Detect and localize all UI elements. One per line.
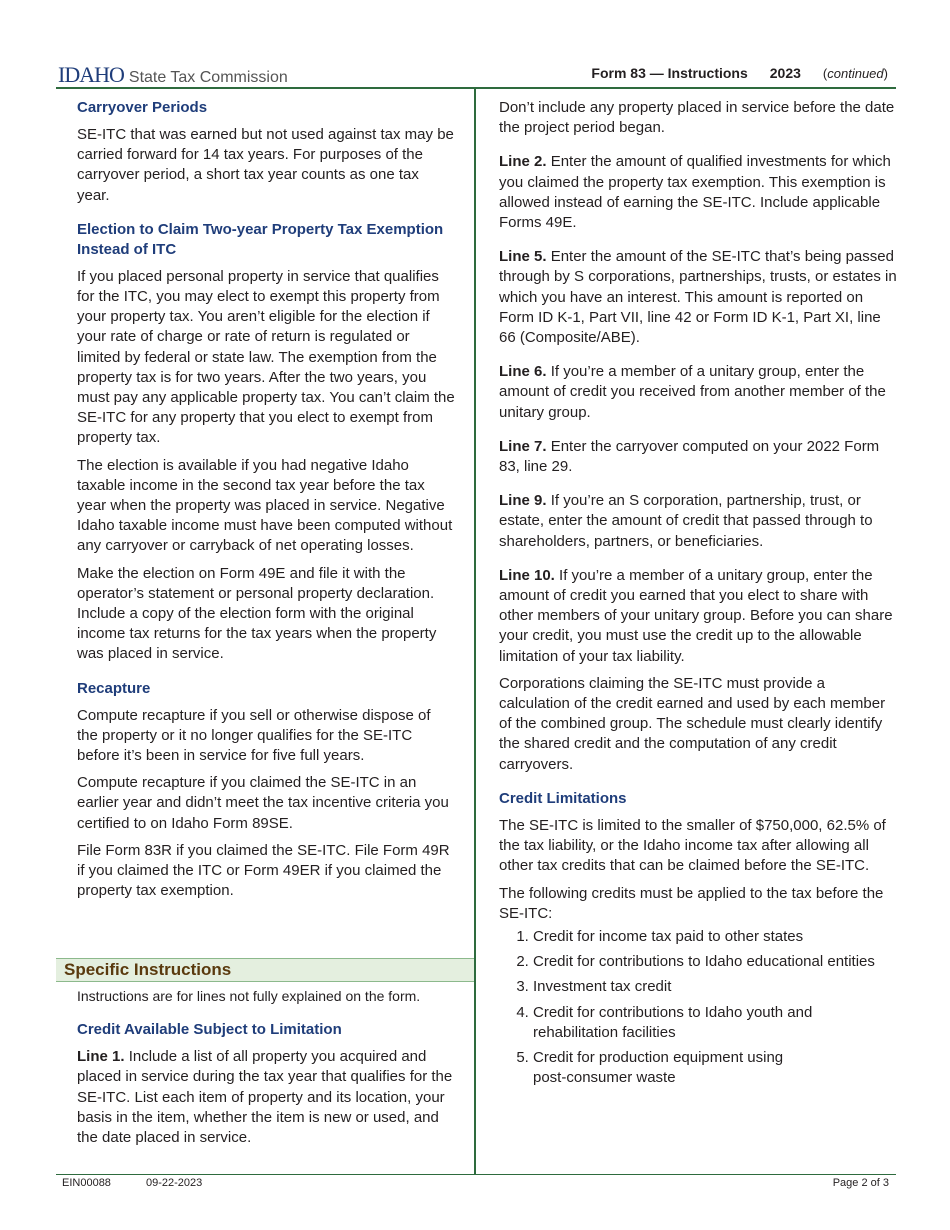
continued-label: (continued) xyxy=(822,66,888,81)
line-6-paragraph xyxy=(499,362,899,423)
form-name: Form 83 — Instructions xyxy=(591,65,748,81)
column-divider xyxy=(474,89,476,1174)
page-number: Page 2 of 3 xyxy=(832,1177,889,1189)
line-5-paragraph xyxy=(499,247,899,348)
election-heading: Election to Claim Two-year Property Tax Exemption Instead of ITC xyxy=(77,220,444,258)
left-column xyxy=(77,98,455,909)
list-item: 4. Credit for contributions to Idaho youth and rehabilitation facilities xyxy=(533,1003,899,1043)
list-item: 3. Investment tax credit xyxy=(533,977,899,997)
line-6-text: If you’re a member of a unitary group, enter the amount of credit you received from another member of the unitary group. xyxy=(499,363,886,421)
line-7-text: Enter the carryover computed on your 2022 Form 83, line 29. xyxy=(499,437,880,476)
recapture-paragraph-3: File Form 83R if you claimed the SE-ITC. File Form 49R if you claimed the ITC or Form 49ER if you claimed the property tax exemption. xyxy=(77,841,450,900)
line-1-paragraph xyxy=(77,1047,455,1148)
line-7-label: Line 7. xyxy=(499,437,547,455)
election-paragraph-3: Make the election on Form 49E and file it with the operator’s statement or personal property declaration. Include a copy of the election form with the original income tax returns for the tax years when the property was placed in service. xyxy=(77,564,437,663)
line-1-text: Include a list of all property you acquired and placed in service during the tax year that qualifies for the SE-ITC. List each item of property and its location, your basis in the item, whether the item is new or used, and the date placed in service. xyxy=(77,1048,453,1147)
logo-mark: IDAHO xyxy=(58,62,124,87)
line-5-label: Line 5. xyxy=(499,248,547,266)
specific-instructions-band xyxy=(56,958,474,982)
election-paragraph-2: The election is available if you had negative Idaho taxable income in the second tax year before the tax year when the property was placed in service. Negative Idaho taxable income must have been computed without any carryover or carryback of net operating losses. xyxy=(77,456,453,555)
form-info xyxy=(591,65,888,81)
list-item: 5. Credit for production equipment using post-consumer waste xyxy=(533,1048,899,1088)
line-1-label: Line 1. xyxy=(77,1048,125,1066)
election-paragraph-1: If you placed personal property in service that qualifies for the ITC, you may elect to exempt this property from your property tax. You aren’t eligible for the election if your rate of charge or rate of return is regulated or limited by federal or state law. The exemption from the property tax is for two years. After the two years, you must pay any applicable property tax. You can’t claim the SE-ITC for any property that you elect to exempt from property tax. xyxy=(77,267,455,447)
form-code: EIN00088 xyxy=(62,1177,111,1189)
form-year: 2023 xyxy=(769,65,801,81)
page-header xyxy=(58,62,894,90)
footer-divider xyxy=(56,1174,896,1175)
header-divider xyxy=(56,87,896,89)
line-9-label: Line 9. xyxy=(499,492,547,510)
line-5-text: Enter the amount of the SE-ITC that’s being passed through by S corporations, partnerships, trusts, or estates in which you have an interest. This amount is reported on Form ID K-1, Part VII, line 42 or Form ID K-1, Part XI, line 66 (Composite/ABE). xyxy=(499,248,897,347)
line-2-text: Enter the amount of qualified investments for which you claimed the property tax exemption. This exemption is allowed instead of earning the SE-ITC. Include applicable Forms 49E. xyxy=(499,153,891,232)
line-10-label: Line 10. xyxy=(499,566,555,584)
line-2-paragraph xyxy=(499,152,899,233)
idaho-tax-logo xyxy=(58,62,288,88)
recapture-paragraph-1: Compute recapture if you sell or otherwise dispose of the property or it no longer qualifies for the SE-ITC before it’s been in service for five full years. xyxy=(77,706,431,765)
recapture-heading: Recapture xyxy=(77,679,151,697)
specific-instructions-heading: Specific Instructions xyxy=(64,960,232,979)
recapture-paragraph-2: Compute recapture if you claimed the SE-ITC in an earlier year and didn’t meet the tax incentive criteria you certified to on Idaho Form 89SE. xyxy=(77,774,449,832)
credit-available-heading: Credit Available Subject to Limitation xyxy=(77,1021,342,1039)
carryover-paragraph: SE-ITC that was earned but not used against tax may be carried forward for 14 tax years. For purposes of the carryover period, a short tax year counts as one tax year. xyxy=(77,126,454,204)
revision-date: 09-22-2023 xyxy=(146,1177,203,1189)
line-9-text: If you’re an S corporation, partnership, trust, or estate, enter the amount of credit that passed through to shareholders, partners, or beneficiaries. xyxy=(499,492,873,550)
credit-order-list xyxy=(499,927,899,1088)
line-10-paragraph xyxy=(499,566,899,667)
line-6-label: Line 6. xyxy=(499,363,547,381)
list-item: 1. Credit for income tax paid to other states xyxy=(533,927,899,947)
limitations-paragraph-1: The SE-ITC is limited to the smaller of $750,000, 62.5% of the tax liability, or the Idaho income tax after allowing all other tax credits that can be claimed before the SE-ITC. xyxy=(499,816,886,875)
corporations-paragraph: Corporations claiming the SE-ITC must provide a calculation of the credit earned and used by each member of the combined group. The schedule must clearly identify the shared credit and the computation of any credit carryovers. xyxy=(499,674,886,773)
specific-intro: Instructions are for lines not fully explained on the form. xyxy=(77,988,421,1004)
list-item: 2. Credit for contributions to Idaho educational entities xyxy=(533,952,899,972)
dont-include-paragraph: Don’t include any property placed in service before the date the project period began. xyxy=(499,99,895,137)
carryover-heading: Carryover Periods xyxy=(77,99,208,116)
credit-limitations-heading: Credit Limitations xyxy=(499,789,627,807)
right-column xyxy=(499,98,899,1093)
logo-text: State Tax Commission xyxy=(128,69,288,86)
line-9-paragraph xyxy=(499,491,899,552)
left-column-lower xyxy=(77,986,455,1155)
line-10-text: If you’re a member of a unitary group, enter the amount of credit you earned that you elect to share with other members of your unitary group. Before you can share your credit, you must use the credit up to the allowable limitation of your tax liability. xyxy=(499,566,893,665)
line-2-label: Line 2. xyxy=(499,153,547,171)
limitations-paragraph-2: The following credits must be applied to the tax before the SE-ITC: xyxy=(499,884,884,922)
line-7-paragraph xyxy=(499,437,899,477)
continued-word: continued xyxy=(827,66,884,81)
